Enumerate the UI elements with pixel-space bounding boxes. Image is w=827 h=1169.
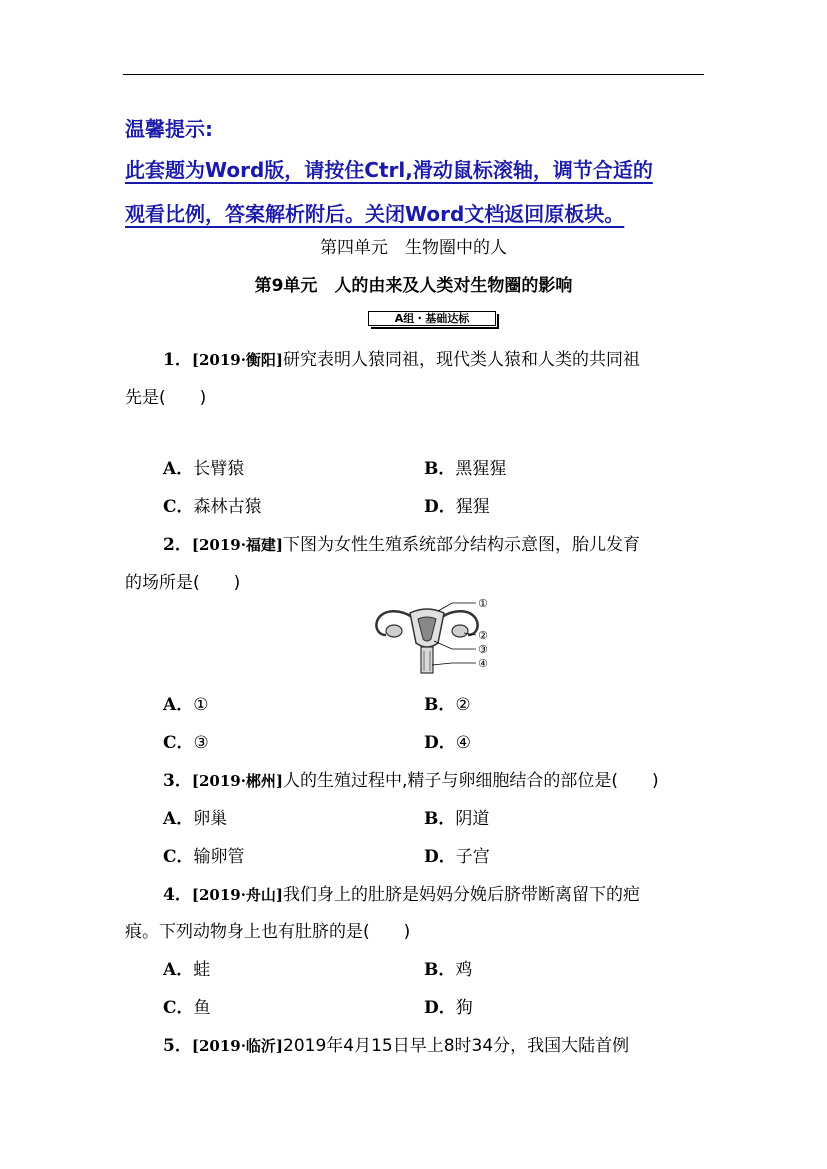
- question-5-number: 5．: [163, 1036, 192, 1056]
- figure-label-1: ①: [478, 597, 488, 610]
- question-4-option-c: C．鱼: [163, 998, 211, 1018]
- question-4-source: [2019·舟山]: [191, 886, 284, 904]
- question-2-source: [2019·福建]: [191, 536, 284, 554]
- question-3-option-b: B．阴道: [424, 809, 490, 829]
- question-4-number: 4．: [163, 885, 192, 905]
- question-4-line-2: 痕。下列动物身上也有肚脐的是( ): [125, 922, 411, 942]
- question-5-source: [2019·临沂]: [191, 1037, 284, 1055]
- female-reproductive-system-diagram: [372, 599, 494, 677]
- figure-label-2: ②: [478, 629, 488, 642]
- figure-label-3: ③: [478, 643, 488, 656]
- question-2-number: 2．: [163, 535, 192, 555]
- question-3-option-c: C．输卵管: [163, 847, 245, 867]
- group-badge-label: A组・基础达标: [394, 312, 470, 325]
- question-1-stem: 研究表明人猿同祖，现代类人猿和人类的共同祖: [283, 350, 641, 370]
- question-5-line-1: [163, 1031, 629, 1056]
- notice-line-2: 观看比例，答案解析附后。关闭Word文档返回原板块。: [125, 202, 625, 226]
- notice-line-1: 此套题为Word版，请按住Ctrl,滑动鼠标滚轴，调节合适的: [125, 158, 653, 182]
- question-2-option-b: B．②: [424, 695, 471, 715]
- question-2-line-1: [163, 530, 640, 555]
- question-3-option-d: D．子宫: [424, 847, 490, 867]
- question-4-option-d: D．狗: [424, 998, 473, 1018]
- question-4-option-a: A．蛙: [163, 960, 211, 980]
- question-1-option-a: A．长臂猿: [163, 459, 245, 479]
- question-2-option-a: A．①: [163, 695, 209, 715]
- question-1-source: [2019·衡阳]: [191, 351, 284, 369]
- top-rule: [123, 74, 704, 75]
- question-2-option-c: C．③: [163, 733, 209, 753]
- question-3-option-a: A．卵巢: [163, 809, 228, 829]
- question-3-number: 3．: [163, 771, 192, 791]
- question-4-option-b: B．鸡: [424, 960, 473, 980]
- question-4-stem: 我们身上的肚脐是妈妈分娩后脐带断离留下的疤: [283, 885, 641, 905]
- question-1-line-1: [163, 345, 640, 370]
- question-3-stem: 人的生殖过程中,精子与卵细胞结合的部位是( ): [283, 771, 659, 791]
- reproductive-diagram-svg: [372, 599, 494, 677]
- unit-title: 第四单元 生物圈中的人: [320, 238, 507, 258]
- question-3-source: [2019·郴州]: [191, 772, 284, 790]
- question-1-option-b: B．黑猩猩: [424, 459, 507, 479]
- question-2-line-2: 的场所是( ): [125, 573, 241, 593]
- question-3-line-1: [163, 766, 659, 791]
- lesson-title: 第9单元 人的由来及人类对生物圈的影响: [254, 276, 573, 296]
- question-5-stem: 2019年4月15日早上8时34分，我国大陆首例: [283, 1036, 630, 1056]
- question-4-line-1: [163, 880, 640, 905]
- question-1-line-2: 先是( ): [125, 388, 207, 408]
- question-2-option-d: D．④: [424, 733, 471, 753]
- notice-title: 温馨提示:: [125, 117, 213, 141]
- question-1-option-c: C．森林古猿: [163, 497, 262, 517]
- figure-label-4: ④: [478, 657, 488, 670]
- question-2-stem: 下图为女性生殖系统部分结构示意图，胎儿发育: [283, 535, 641, 555]
- group-badge: [368, 311, 496, 327]
- question-1-option-d: D．猩猩: [424, 497, 490, 517]
- question-1-number: 1．: [163, 350, 192, 370]
